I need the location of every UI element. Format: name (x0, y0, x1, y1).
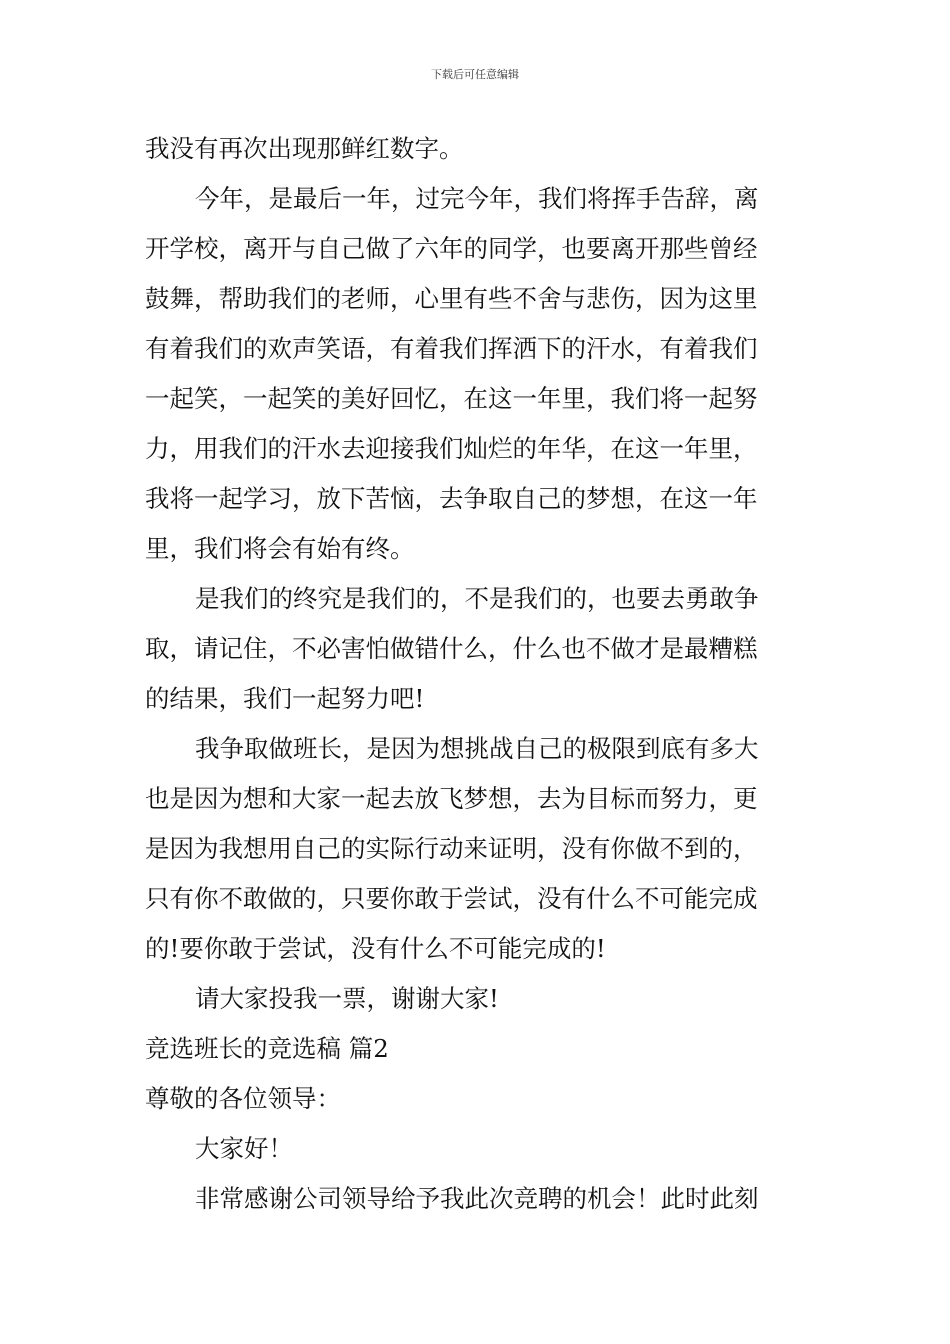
text-line: 力，用我们的汗水去迎接我们灿烂的年华，在这一年里， (145, 434, 758, 463)
text-line: 是我们的终究是我们的，不是我们的，也要去勇敢争 (195, 584, 759, 613)
text-line: 一起笑，一起笑的美好回忆，在这一年里，我们将一起努 (145, 384, 758, 413)
text-line: 的结果，我们一起努力吧! (145, 684, 425, 713)
text-line: 鼓舞，帮助我们的老师，心里有些不舍与悲伤，因为这里 (145, 284, 758, 313)
text-line: 请大家投我一票，谢谢大家! (195, 984, 499, 1013)
text-line: 大家好！ (195, 1134, 293, 1163)
document-body (145, 124, 810, 1224)
text-line: 里，我们将会有始有终。 (145, 534, 415, 563)
text-line: 今年，是最后一年，过完今年，我们将挥手告辞，离 (195, 184, 759, 213)
text-line: 尊敬的各位领导： (145, 1084, 341, 1113)
text-line: 只有你不敢做的，只要你敢于尝试，没有什么不可能完成 (145, 884, 758, 913)
text-line: 我争取做班长，是因为想挑战自己的极限到底有多大 (195, 734, 759, 763)
text-line: 非常感谢公司领导给予我此次竞聘的机会！此时此刻 (195, 1184, 759, 1213)
page-header: 下载后可任意编辑 (431, 68, 519, 81)
text-line: 取，请记住，不必害怕做错什么，什么也不做才是最糟糕 (145, 634, 758, 663)
text-line: 我将一起学习，放下苦恼，去争取自己的梦想，在这一年 (145, 484, 758, 513)
text-line: 我没有再次出现那鲜红数字。 (145, 134, 464, 163)
text-line: 开学校，离开与自己做了六年的同学，也要离开那些曾经 (145, 234, 758, 263)
text-line: 也是因为想和大家一起去放飞梦想，去为目标而努力，更 (145, 784, 758, 813)
text-line: 竞选班长的竞选稿 篇2 (145, 1034, 389, 1063)
text-line: 的!要你敢于尝试，没有什么不可能完成的! (145, 934, 606, 963)
text-line: 有着我们的欢声笑语，有着我们挥洒下的汗水，有着我们 (145, 334, 758, 363)
text-line: 是因为我想用自己的实际行动来证明，没有你做不到的， (145, 834, 758, 863)
